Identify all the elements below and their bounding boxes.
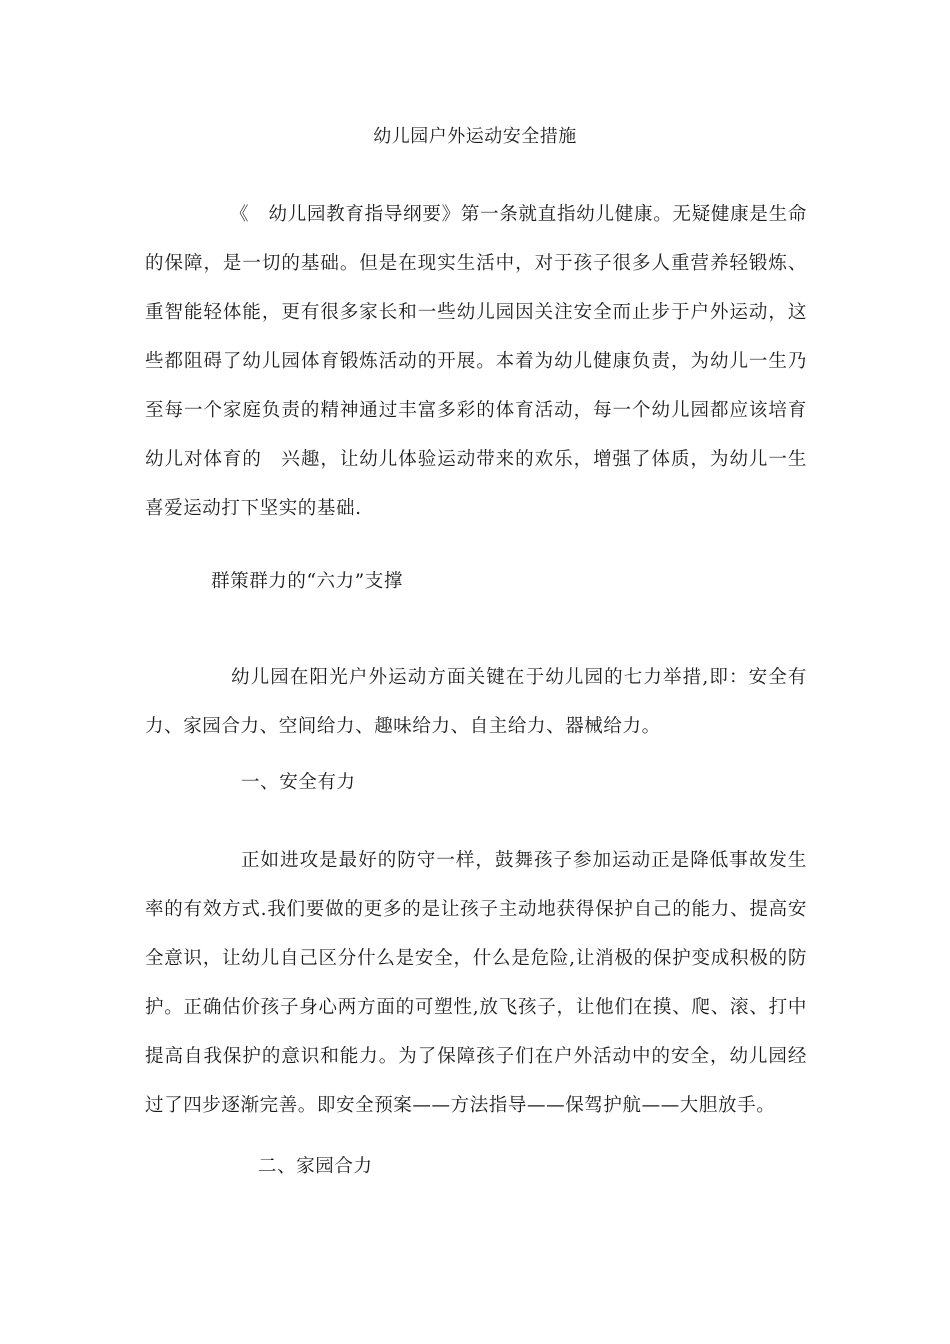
subsection-1-paragraph: 正如进攻是最好的防守一样，鼓舞孩子参加运动正是降低事故发生率的有效方式.我们要做的更多的是让孩子主动地获得保护自己的能力、提高安全意识，让幼儿自己区分什么是安全，什么是危险,让消极的保护变成积极的防护。正确估价孩子身心两方面的可塑性,放飞孩子，让他们在摸、爬、滚、打中提高自我保护的意识和能力。为了保障孩子们在户外活动中的安全，幼儿园经过了四步逐渐完善。即安全预案——方法指导——保驾护航——大胆放手。 xyxy=(145,850,807,1116)
intro-paragraph: 《 幼儿园教育指导纲要》第一条就直指幼儿健康。无疑健康是生命的保障，是一切的基础。但是在现实生活中，对于孩子很多人重营养轻锻炼、重智能轻体能，更有很多家长和一些幼儿园因关注安全而止步于户外运动，这些都阻碍了幼儿园体育锻炼活动的开展。本着为幼儿健康负责，为幼儿一生乃至每一个家庭负责的精神通过丰富多彩的体育活动，每一个幼儿园都应该培育幼儿对体育的 兴趣，让幼儿体验运动带来的欢乐，增强了体质，为幼儿一生喜爱运动打下坚实的基础. xyxy=(145,204,807,519)
subsection-1-heading: 一、安全有力 xyxy=(241,772,356,793)
subsection-2-heading: 二、家园合力 xyxy=(258,1156,373,1177)
section-paragraph: 幼儿园在阳光户外运动方面关键在于幼儿园的七力举措,即：安全有力、家园合力、空间给力、趣味给力、自主给力、器械给力。 xyxy=(145,667,807,737)
document-title: 幼儿园户外运动安全措施 xyxy=(373,126,577,147)
section-heading: 群策群力的“六力”支撑 xyxy=(211,571,404,592)
